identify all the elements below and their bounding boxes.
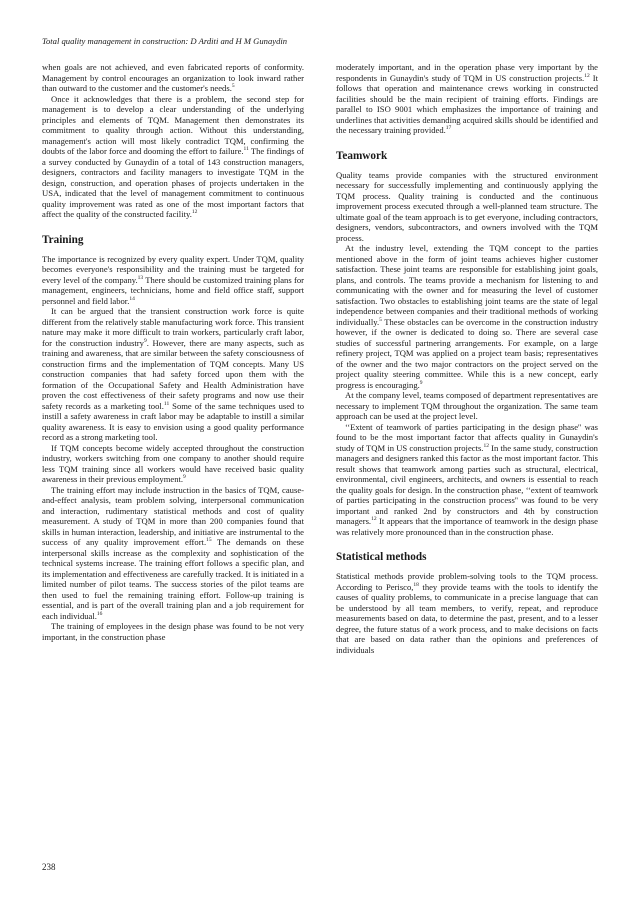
text-run: The findings of a survey conducted by Gunaydin of a total of 143 construction managers, designers, contractors and facility managers to investigate TQM in the design, construction, and operation phases of projects undertaken in the USA, indicated that the level of management commitment to continuous quality improvement was rated as one of the most important factors that affect the quality of the constructed facility. [42, 146, 304, 219]
paragraph [42, 62, 304, 94]
paragraph [336, 170, 598, 244]
reference-number: 12 [371, 516, 377, 523]
reference-number: 12 [483, 442, 489, 449]
text-run: There should be customized training plans for management, engineers, technicians, home and field office staff, support personnel and field labor. [42, 274, 304, 306]
text-run: moderately important, and in the operation phase very important by the respondents in Gunaydin's study of TQM in US construction projects. [336, 62, 598, 83]
reference-number: 17 [445, 125, 452, 132]
paragraph [42, 306, 304, 443]
text-run: These obstacles can be overcome in the construction industry however, if the owner is dedicated to doing so. There are several case studies of successful partnering arrangements. For example, on a large refinery project, TQM was applied on a project team basis; representatives of the owner and the two major contractors on the project served on the project quality steering committee. While this is a new concept, early progress is encouraging. [336, 316, 598, 390]
reference-number: 11 [163, 400, 170, 407]
text-run: If TQM concepts become widely accepted throughout the construction industry, workers switching from one company to another should require less TQM training since all workers would have received basic quality awareness in their previous employment. [42, 442, 304, 484]
reference-number: 5 [379, 316, 382, 323]
reference-number: 14 [129, 295, 135, 302]
text-run: The demands on these interpersonal skills increase as the complexity and sophistication of the technical systems increase. The training effort follows a specific plan, and its implementation and effectiveness are carefully tracked. It is initiated in a limited number of pilot teams. The success stories of the pilot teams are then used to fuel the remaining training effort. Follow-up training is essential, and is part of the overall training plan and a job requirement for each individual. [42, 537, 304, 621]
reference-number: 12 [191, 209, 198, 216]
text-run: Once it acknowledges that there is a problem, the second step for management is to develop a clear understanding of the underlying principles and elements of TQM. Management then demonstrates its commitment to quality through action. Without this understanding, management's action will most likely contradict TQM, confirming the doubts of the labor force and dooming the effort to failure. [42, 93, 304, 156]
right-column [336, 62, 598, 655]
paragraph [42, 485, 304, 622]
paragraph [42, 94, 304, 220]
reference-number: 18 [413, 581, 419, 588]
paragraph [42, 621, 304, 642]
section-heading-training: Training [42, 233, 84, 246]
text-run: Some of the same techniques used to instill a safety awareness in craft labor may be adaptable to instill a similar quality awareness. It is easy to envision using a good quality performance record as a strong marketing tool. [42, 400, 304, 442]
text-run: It can be argued that the transient construction work force is quite different from the relatively stable manufacturing work force. This transient nature may make it more difficult to train workers, particularly craft labor, for the construction industry [42, 306, 304, 348]
reference-number: 13 [137, 274, 144, 281]
text-run: The training of employees in the design phase was found to be not very important, in the construction phase [42, 621, 304, 642]
paragraph [42, 254, 304, 307]
running-header: Total quality management in construction: D Arditi and H M Gunaydin [42, 36, 288, 46]
text-run: In the same study, construction managers and designers ranked this factor as the most important factor. This result shows that teamwork among parties such as structural, electrical, environmental, civil engineers, architects, and owners is essential to reach the quality goals for design. In the construction phase, ‘‘extent of teamwork of parties participating in the construction process'' was found to be very important and ranked 2nd by constructors and 4th by construction managers. [336, 442, 598, 526]
reference-number: 11 [243, 146, 249, 153]
text-run: The training effort may include instruction in the basics of TQM, cause-and-effect analysis, team problem solving, interpersonal communication and interaction, rudimentary statistical methods and cost of quality measurement. A study of TQM in more than 200 companies found that skills in human interaction, leadership, and initiative are instrumental to the success of any quality improvement effort. [42, 484, 304, 547]
reference-number: 9 [419, 379, 423, 386]
text-run: The importance is recognized by every quality expert. Under TQM, quality becomes everyone's responsibility and the training must be targeted for every level of the company. [42, 253, 304, 285]
paragraph [42, 443, 304, 485]
text-run: At the industry level, extending the TQM concept to the parties mentioned above in the form of joint teams achieves higher customer satisfaction. These joint teams are responsible for establishing joint goals, plans, and controls. The teams provide a mechanism for listening to and communicating with the owner and for measuring the level of customer satisfaction. Two obstacles to establishing joint teams are the state of legal independence between companies and their traditional methods of working individually. [336, 243, 598, 327]
text-run: Statistical methods provide problem-solving tools to the TQM process. According to Perisco, [336, 571, 598, 592]
paragraph [336, 571, 598, 655]
paragraph [336, 390, 598, 422]
reference-number: 9 [183, 474, 186, 481]
text-run: It appears that the importance of teamwork in the design phase was relatively more pronounced than in the construction phase. [336, 516, 598, 537]
section-heading-statistical-methods: Statistical methods [336, 551, 427, 563]
reference-number: 9 [143, 337, 147, 344]
reference-number: 12 [584, 72, 590, 79]
paragraph [336, 62, 598, 136]
text-run: when goals are not achieved, and even fabricated reports of conformity. Management by control encourages an organization to look inward rather than outward to the customer and the customer's needs. [42, 62, 304, 93]
text-run: At the company level, teams composed of department representatives are necessary to implement TQM throughout the organization. The same team approach can be used at the project level. [336, 390, 598, 421]
reference-number: 16 [96, 610, 103, 617]
paragraph [336, 243, 598, 390]
paragraph [336, 422, 598, 538]
section-heading-teamwork: Teamwork [336, 149, 388, 162]
text-run: It follows that operation and maintenance crews working in constructed facilities should be the main recipient of training efforts. Findings are parallel to ISO 9001 which emphasizes the importance of training and underlines that activities demanding acquired skills should be identified and the necessary training provided. [336, 72, 598, 135]
text-run: they provide teams with the tools to identify the causes of quality problems, to communicate in a precise language that can be understood by all team members, to verify, repeat, and reproduce measurements based on data, to determine the past, present, and to a lesser degree, the future status of a work process, and to make decisions on facts that are based on data rather than the opinions and preferences of individuals [336, 581, 598, 655]
page-number: 238 [42, 862, 56, 872]
reference-number: 15 [206, 537, 212, 544]
text-run: Quality teams provide companies with the structured environment necessary for successfully implementing and continuously applying the TQM process. Quality training is conducted and the continuous improvement process executed through a well-planned team structure. The ultimate goal of the team approach is to get everyone, including contractors, designers, vendors, subcontractors, and owners involved with the TQM process. [336, 169, 598, 243]
left-column [42, 62, 304, 642]
reference-number: 5 [231, 83, 235, 90]
text-run: ‘‘Extent of teamwork of parties participating in the design phase'' was found to be the most important factor that affects quality in Gunaydin's study of TQM in US construction projects. [336, 421, 598, 453]
text-run: . However, there are many aspects, such as training and awareness, that are similar between the safety consciousness of construction firms and the implementation of TQM concepts. Many US construction companies that had safety forced upon them with the formation of the Occupational Safety and Health Administration have proven the cost effectiveness of their safety programs and now use their safety records as a marketing tool. [42, 337, 304, 411]
